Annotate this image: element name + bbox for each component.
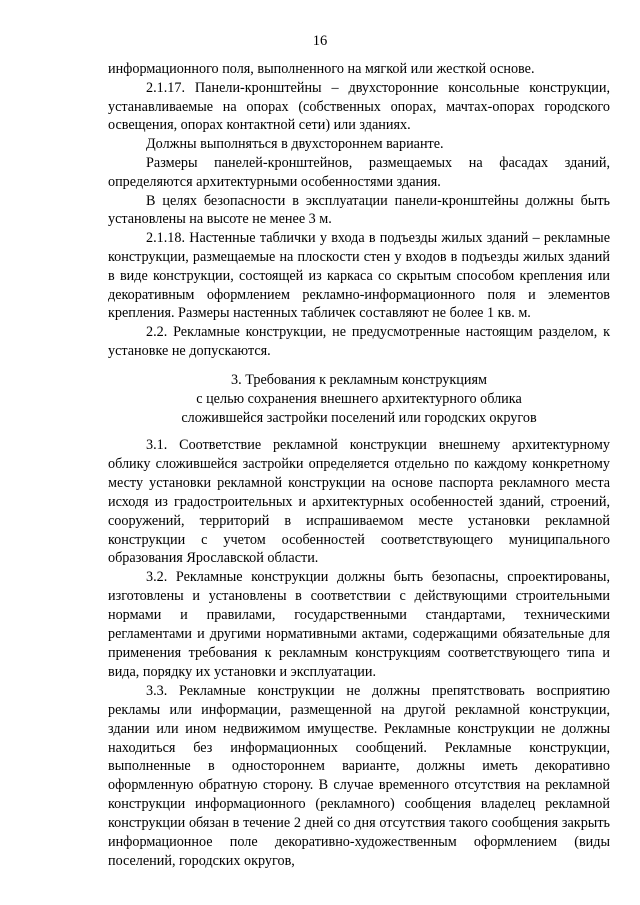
heading-line-2: с целью сохранения внешнего архитектурного облика [196, 391, 522, 407]
page-number: 16 [312, 33, 328, 49]
paragraph-continuation: информационного поля, выполненного на мягкой или жесткой основе. [108, 61, 535, 77]
paragraph-3-2: 3.2. Рекламные конструкции должны быть безопасны, спроектированы, изготовлены и установлены в соответствии с действующими строительными нормами и правилами, государственными стандартами, техническими регламентами и другими нормативными актами, содержащими обязательные для применения требования к рекламным конструкциям соответствующего типа и вида, порядку их установки и эксплуатации. [108, 569, 610, 680]
paragraph-2-1-18: 2.1.18. Настенные таблички у входа в подъезды жилых зданий – рекламные конструкции, размещаемые на плоскости стен у входов в подъезды жилых зданий в виде конструкции, состоящей из каркаса со скрытым способом крепления или декоративным оформлением рекламно-информационного поля и элементов крепления. Размеры настенных табличек составляют не более 1 кв. м. [108, 230, 610, 322]
text-block-top [108, 60, 610, 361]
paragraph-2-2: 2.2. Рекламные конструкции, не предусмотренные настоящим разделом, к установке не допускаются. [108, 324, 610, 359]
paragraph-safety-height: В целях безопасности в эксплуатации панели-кронштейны должны быть установлены на высоте не менее 3 м. [108, 192, 610, 228]
section-3-heading [108, 371, 610, 428]
heading-line-3: сложившейся застройки поселений или городских округов [181, 410, 537, 426]
heading-line-1: 3. Требования к рекламным конструкциям [231, 372, 487, 388]
paragraph-panel-sizes: Размеры панелей-кронштейнов, размещаемых на фасадах зданий, определяются архитектурными особенностями здания. [108, 154, 610, 190]
paragraph-3-1: 3.1. Соответствие рекламной конструкции внешнему архитектурному облику сложившейся застройки определяется отдельно по каждому конкретному месту установки рекламной конструкции на основе паспорта рекламного места исходя из градостроительных и архитектурных особенностей зданий, строений, сооружений, территорий в испрашиваемом месте установки рекламной конструкции с учетом особенностей соответствующего муниципального образования Ярославской области. [108, 437, 610, 567]
text-block-bottom [108, 436, 610, 871]
paragraph-2-1-17: 2.1.17. Панели-кронштейны – двухсторонние консольные конструкции, устанавливаемые на опорах (собственных опорах, мачтах-опорах городского освещения, опорах контактной сети) или зданиях. [108, 79, 610, 134]
paragraph-two-sided: Должны выполняться в двухстороннем варианте. [146, 136, 444, 153]
paragraph-3-3: 3.3. Рекламные конструкции не должны препятствовать восприятию рекламы или информации, размещенной на другой рекламной конструкции, здании или ином недвижимом имуществе. Рекламные конструкции не должны находиться без информационных сообщений. Рекламные конструкции, выполненные в одностороннем варианте, должны иметь декоративно оформленную обратную сторону. В случае временного отсутствия на рекламной конструкции информационного (рекламного) сообщения владелец рекламной конструкции обязан в течение 2 дней со дня отсутствия такого сообщения закрыть информационное поле декоративно-художественным оформлением (виды поселений, городских округов, [108, 682, 610, 869]
